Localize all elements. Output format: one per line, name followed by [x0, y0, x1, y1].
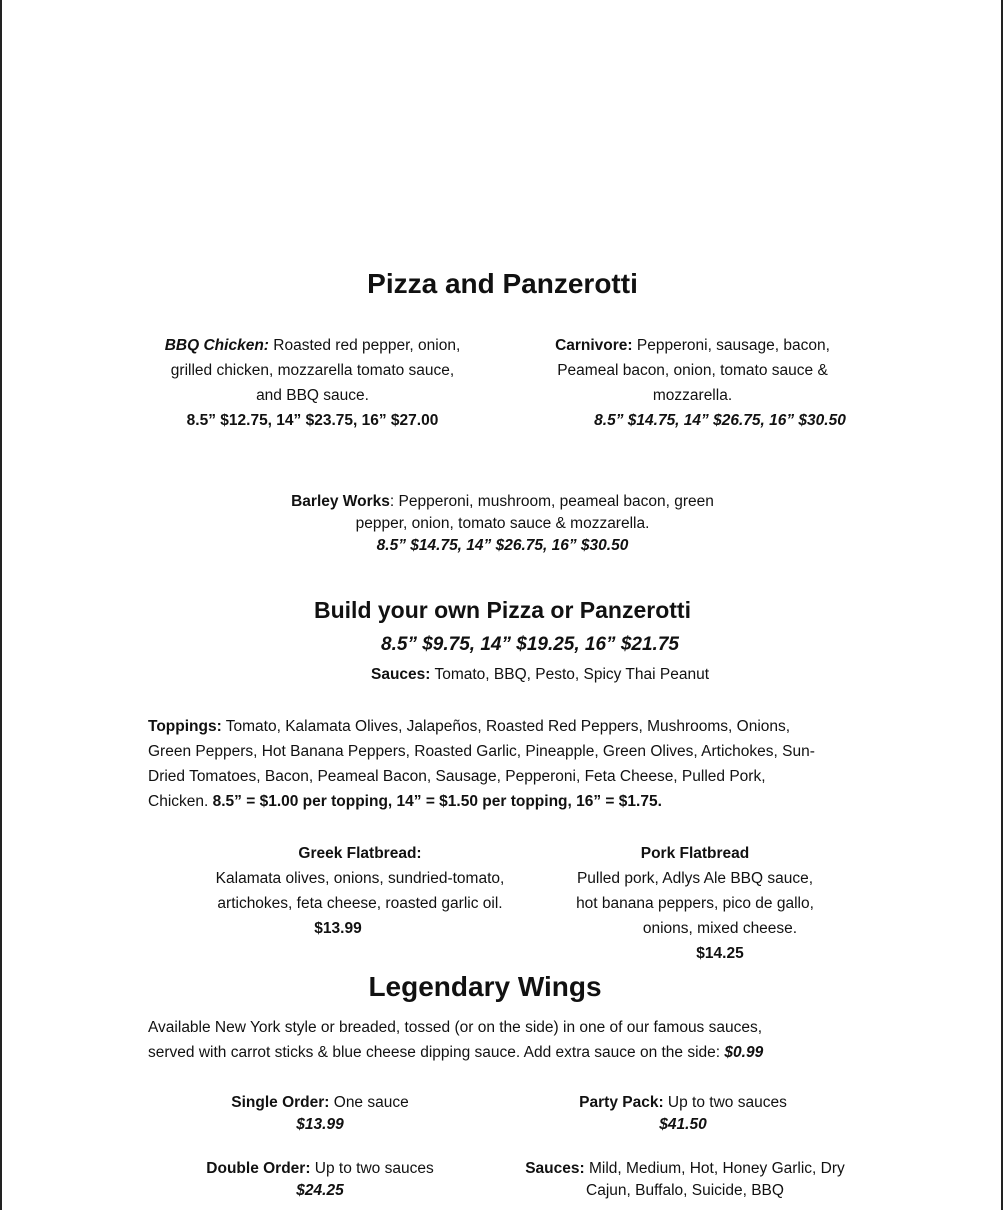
build-sauces-label: Sauces:: [370, 666, 431, 683]
toppings-line-3: Dried Tomatoes, Bacon, Peameal Bacon, Sausage, Pepperoni, Feta Cheese, Pulled Pork,: [148, 768, 766, 785]
wings-section-title: Legendary Wings: [368, 971, 602, 1002]
wings-intro-2: served with carrot sticks & blue cheese dipping sauce. Add extra sauce on the side:: [148, 1044, 725, 1061]
bbq-chicken-desc-2: grilled chicken, mozzarella tomato sauce,: [170, 362, 455, 379]
bbq-chicken-item: [120, 333, 505, 433]
toppings-line-2: Green Peppers, Hot Banana Peppers, Roasted Garlic, Pineapple, Green Olives, Artichokes, Sun-: [148, 743, 815, 760]
carnivore-price: 8.5” $14.75, 14” $26.75, 16” $30.50: [594, 412, 846, 429]
greek-flatbread-item: [170, 841, 550, 916]
barley-works-name: Barley Works: [291, 493, 390, 510]
greek-flatbread-price: $13.99: [314, 920, 362, 937]
wing-sauces-item: [500, 1158, 870, 1202]
party-pack-price: $41.50: [659, 1116, 707, 1133]
wing-sauces-label: Sauces:: [525, 1160, 585, 1177]
greek-flatbread-name: Greek Flatbread:: [298, 845, 422, 862]
wings-intro-1: Available New York style or breaded, tossed (or on the side) in one of our famous sauces,: [148, 1019, 763, 1036]
wing-sauces-line-1: Mild, Medium, Hot, Honey Garlic, Dry: [584, 1160, 845, 1177]
barley-works-price: 8.5” $14.75, 14” $26.75, 16” $30.50: [376, 537, 629, 554]
toppings-line-4: Chicken.: [148, 793, 213, 810]
barley-works-desc-2: pepper, onion, tomato sauce & mozzarella.: [355, 515, 650, 532]
single-order-price: $13.99: [296, 1116, 344, 1133]
party-pack-text: Up to two sauces: [663, 1094, 787, 1111]
bbq-chicken-desc-1: Roasted red pepper, onion,: [268, 337, 461, 354]
wings-intro: [148, 1015, 888, 1065]
single-order-item: [170, 1092, 470, 1136]
carnivore-desc-2: Peameal bacon, onion, tomato sauce &: [557, 362, 828, 379]
barley-works-desc-1: : Pepperoni, mushroom, peameal bacon, green: [389, 493, 714, 510]
pork-flatbread-desc-2: hot banana peppers, pico de gallo,: [576, 895, 814, 912]
pork-flatbread-desc-1: Pulled pork, Adlys Ale BBQ sauce,: [576, 870, 814, 887]
carnivore-item: [505, 333, 880, 408]
bbq-chicken-name: BBQ Chicken:: [164, 337, 269, 354]
pork-flatbread-desc-3-wrap: [560, 916, 880, 966]
greek-flatbread-desc-1: Kalamata olives, onions, sundried-tomato,: [215, 870, 505, 887]
build-price: 8.5” $9.75, 14” $19.25, 16” $21.75: [381, 634, 679, 655]
carnivore-name: Carnivore:: [555, 337, 633, 354]
bbq-chicken-desc-3: and BBQ sauce.: [256, 387, 369, 404]
build-sauces-text: Tomato, BBQ, Pesto, Spicy Thai Peanut: [430, 666, 710, 683]
pork-flatbread-desc-3: onions, mixed cheese.: [642, 920, 798, 937]
party-pack-item: [533, 1092, 833, 1136]
double-order-text: Up to two sauces: [310, 1160, 434, 1177]
toppings-pricing: 8.5” = $1.00 per topping, 14” = $1.50 per topping, 16” = $1.75.: [212, 793, 662, 810]
carnivore-desc-1: Pepperoni, sausage, bacon,: [632, 337, 830, 354]
double-order-item: [170, 1158, 470, 1202]
pork-flatbread-item: [535, 841, 855, 916]
party-pack-label: Party Pack:: [579, 1094, 664, 1111]
pork-flatbread-price: $14.25: [696, 945, 744, 962]
greek-flatbread-desc-2: artichokes, feta cheese, roasted garlic oil.: [217, 895, 503, 912]
build-sauces: [0, 662, 1005, 687]
toppings-label: Toppings:: [148, 718, 222, 735]
double-order-price: $24.25: [296, 1182, 344, 1199]
pizza-section-title: Pizza and Panzerotti: [367, 268, 638, 299]
double-order-label: Double Order:: [206, 1160, 311, 1177]
single-order-label: Single Order:: [231, 1094, 330, 1111]
carnivore-desc-3: mozzarella.: [652, 387, 733, 404]
single-order-text: One sauce: [329, 1094, 409, 1111]
wings-extra-sauce-price: $0.99: [724, 1044, 764, 1061]
build-section-title: Build your own Pizza or Panzerotti: [314, 597, 691, 623]
wing-sauces-line-2: Cajun, Buffalo, Suicide, BBQ: [586, 1182, 784, 1199]
pork-flatbread-name: Pork Flatbread: [640, 845, 750, 862]
toppings-paragraph: [148, 714, 888, 814]
toppings-line-1: Tomato, Kalamata Olives, Jalapeños, Roasted Red Peppers, Mushrooms, Onions,: [221, 718, 791, 735]
barley-works-item: [200, 491, 805, 557]
bbq-chicken-price: 8.5” $12.75, 14” $23.75, 16” $27.00: [186, 412, 439, 429]
